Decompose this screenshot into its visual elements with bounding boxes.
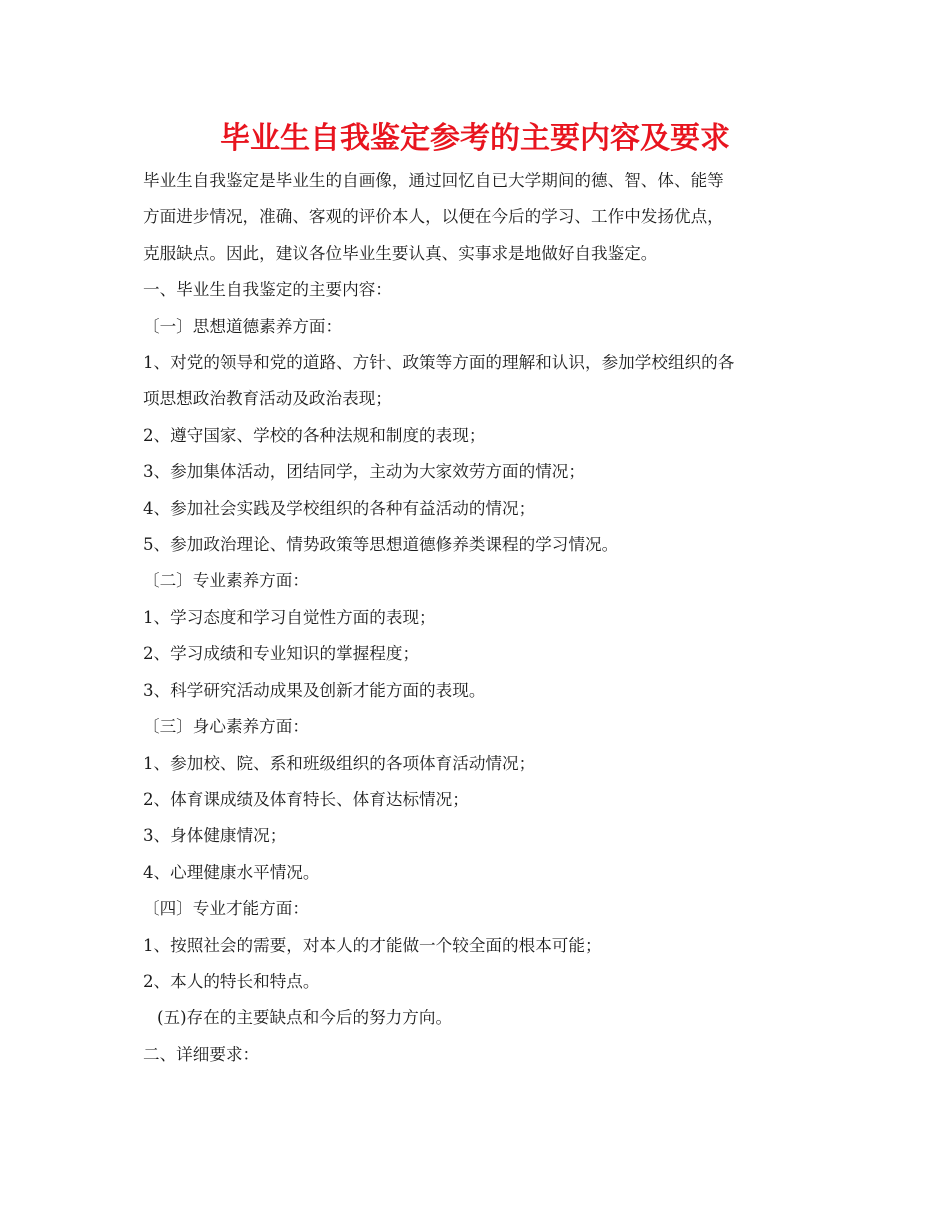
subsection-heading-professional: 〔二〕专业素养方面： (143, 571, 309, 591)
list-item-ability-2: 2、本人的特长和特点。 (143, 971, 320, 991)
subsection-heading-ability: 〔四〕专业才能方面： (143, 899, 309, 919)
intro-paragraph-line-3: 克服缺点。因此，建议各位毕业生要认真、实事求是地做好自我鉴定。 (143, 243, 658, 263)
section-heading-requirements: 二、详细要求： (143, 1044, 260, 1064)
document-body (143, 163, 811, 1073)
list-item-physical-3: 3、身体健康情况； (143, 826, 287, 846)
list-item-moral-4: 4、参加社会实践及学校组织的各种有益活动的情况； (143, 498, 536, 518)
list-item-professional-2: 2、学习成绩和专业知识的掌握程度； (143, 644, 420, 664)
list-item-moral-5: 5、参加政治理论、情势政策等思想道德修养类课程的学习情况。 (143, 535, 619, 555)
list-item-moral-3: 3、参加集体活动，团结同学，主动为大家效劳方面的情况； (143, 462, 585, 482)
intro-paragraph-line-1: 毕业生自我鉴定是毕业生的自画像，通过回忆自已大学期间的德、智、体、能等 (143, 171, 724, 190)
list-item-moral-2: 2、遵守国家、学校的各种法规和制度的表现； (143, 425, 486, 445)
subsection-heading-moral: 〔一〕思想道德素养方面： (143, 316, 343, 336)
list-item-moral-1-line-2: 项思想政治教育活动及政治表现； (143, 389, 392, 409)
list-item-professional-1: 1、学习态度和学习自觉性方面的表现； (143, 607, 436, 627)
list-item-professional-3: 3、科学研究活动成果及创新才能方面的表现。 (143, 680, 486, 700)
list-item-moral-1-line-1: 1、对党的领导和党的道路、方针、政策等方面的理解和认识，参加学校组织的各 (143, 353, 735, 373)
list-item-physical-4: 4、心理健康水平情况。 (143, 862, 320, 882)
list-item-ability-1: 1、按照社会的需要，对本人的才能做一个较全面的根本可能； (143, 935, 602, 955)
subsection-heading-shortcomings: (五)存在的主要缺点和今后的努力方向。 (157, 1008, 453, 1028)
section-heading-main-content: 一、毕业生自我鉴定的主要内容： (143, 280, 392, 300)
list-item-physical-2: 2、体育课成绩及体育特长、体育达标情况； (143, 789, 469, 809)
document-title: 毕业生自我鉴定参考的主要内容及要求 (220, 121, 730, 156)
list-item-physical-1: 1、参加校、院、系和班级组织的各项体育活动情况； (143, 753, 536, 773)
subsection-heading-physical: 〔三〕身心素养方面： (143, 717, 309, 737)
intro-paragraph-line-2: 方面进步情况，准确、客观的评价本人，以便在今后的学习、工作中发扬优点， (143, 207, 724, 227)
